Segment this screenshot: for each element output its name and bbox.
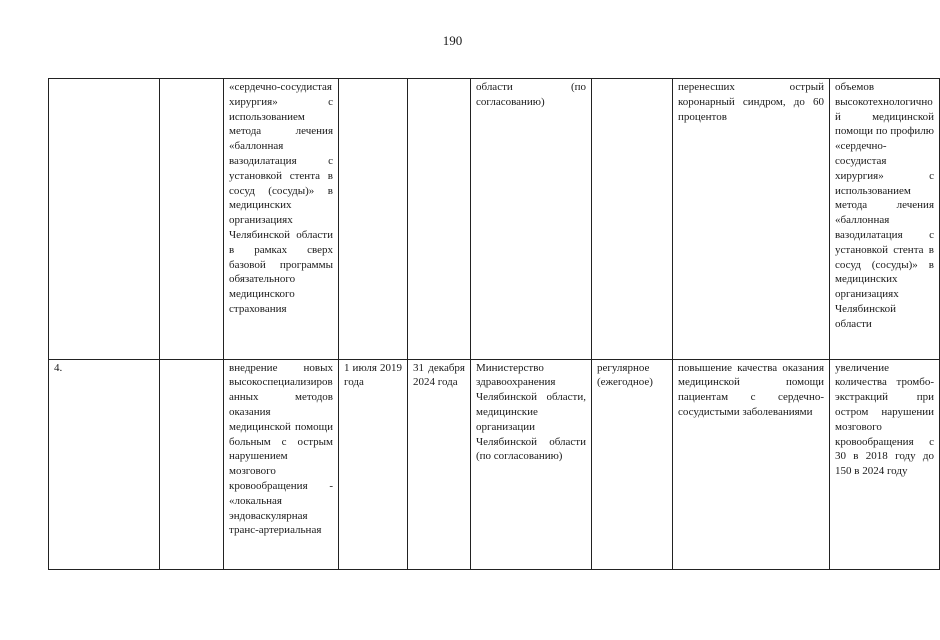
page-number: 190 xyxy=(442,33,463,48)
indicator-cell: увеличение количества тромбо-экстракций при остром нарушении мозгового кровообращения с 30 в 2018 году до 150 в 2024 году xyxy=(830,359,940,569)
purpose-cell: перенесших острый коронарный синдром, до 60 процентов xyxy=(673,79,830,360)
periodicity-cell xyxy=(592,79,673,360)
executor-cell: области (по согласованию) xyxy=(471,79,592,360)
row-number-cell xyxy=(49,79,160,360)
start-date-cell xyxy=(339,79,408,360)
end-date-cell: 31 декабря 2024 года xyxy=(408,359,471,569)
executor-cell: Министерство здравоохранения Челябинской области, медицинские организации Челябинской области (по согласованию) xyxy=(471,359,592,569)
row-number-cell: 4. xyxy=(49,359,160,569)
periodicity-cell: регулярное (ежегодное) xyxy=(592,359,673,569)
start-date-cell: 1 июля 2019 года xyxy=(339,359,408,569)
end-date-cell xyxy=(408,79,471,360)
table-row xyxy=(49,79,940,360)
purpose-cell: повышение качества оказания медицинской помощи пациентам с сердечно-сосудистыми заболеваниями xyxy=(673,359,830,569)
blank-cell xyxy=(160,359,224,569)
measure-cell: «сердечно-сосудистая хирургия» с использованием метода лечения «баллонная вазодилатация с установкой стента в сосуд (сосуды)» в медицинских организациях Челябинской области в рамках сверх базовой программы обязательного медицинского страхования xyxy=(224,79,339,360)
table-row xyxy=(49,359,940,569)
blank-cell xyxy=(160,79,224,360)
measure-cell: внедрение новых высокоспециализированных методов оказания медицинской помощи больным с острым нарушением мозгового кровообращения - «локальная эндоваскулярная транс-артериальная xyxy=(224,359,339,569)
measures-table xyxy=(48,78,940,570)
indicator-cell: объемов высокотехнологичной медицинской помощи по профилю «сердечно-сосудистая хирургия» с использованием метода лечения «баллонная вазодилатация с установкой стента в сосуд (сосуды)» в медицинских организациях Челябинской области xyxy=(830,79,940,360)
